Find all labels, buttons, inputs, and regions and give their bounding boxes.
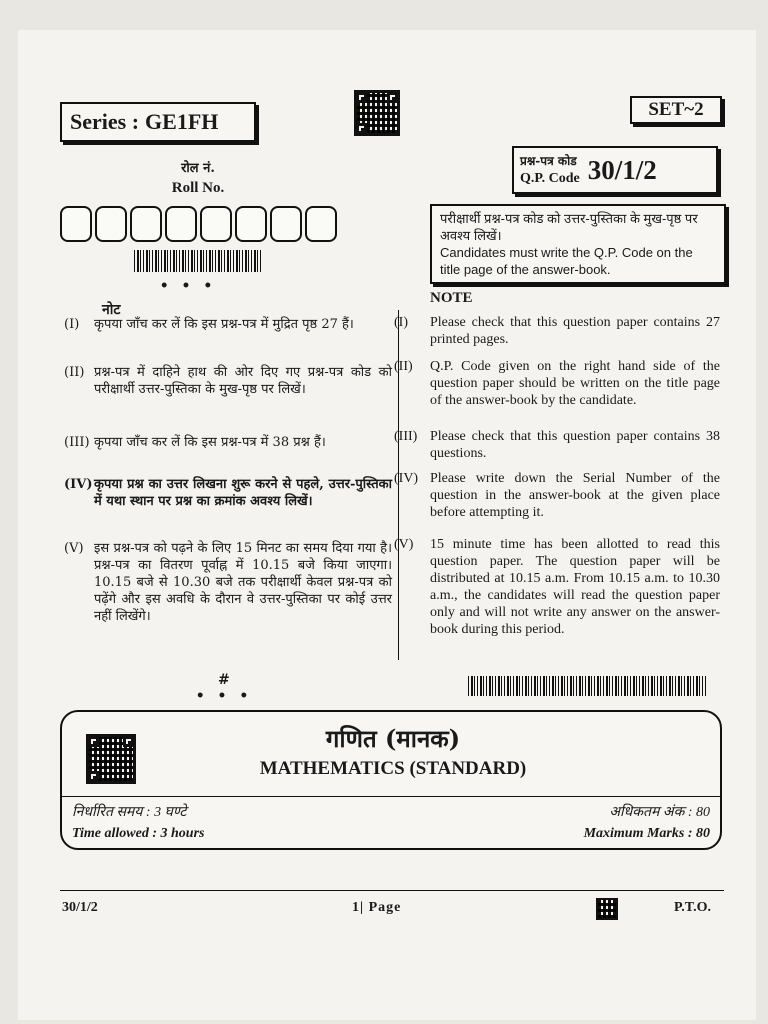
page-number: 1| Page	[352, 900, 402, 915]
series-label: Series :	[70, 109, 140, 134]
roll-label-hindi: रोल नं.	[181, 161, 215, 176]
subject-title-english: MATHEMATICS (STANDARD)	[259, 758, 527, 779]
roll-box[interactable]	[200, 206, 232, 242]
roll-number-boxes	[60, 206, 337, 242]
note-number: (V)	[64, 541, 84, 556]
note-item-english	[394, 358, 720, 409]
note-item-hindi	[64, 434, 392, 451]
instruction-english: Candidates must write the Q.P. Code on the title page of the answer-book.	[440, 245, 693, 277]
note-number: (IV)	[64, 477, 93, 492]
roll-box[interactable]	[235, 206, 267, 242]
footer-divider	[60, 890, 724, 891]
roll-box[interactable]	[130, 206, 162, 242]
max-marks-hindi: अधिकतम अंक : 80	[609, 805, 710, 820]
note-item-english	[394, 428, 720, 462]
note-heading-english: NOTE	[430, 290, 473, 306]
note-number: (II)	[64, 365, 85, 380]
qp-code-label-english: Q.P. Code	[520, 171, 580, 186]
roll-box[interactable]	[305, 206, 337, 242]
pto-label: P.T.O.	[674, 900, 711, 915]
note-text: Please write down the Serial Number of the question in the answer-book at the given place before attempting it.	[430, 471, 720, 520]
qp-instruction-box	[430, 204, 726, 284]
roll-box[interactable]	[165, 206, 197, 242]
note-text: कृपया प्रश्न का उत्तर लिखना शुरू करने से पहले, उत्तर-पुस्तिका में यथा स्थान पर प्रश्न का क्रमांक अवश्य लिखें।	[94, 477, 392, 509]
barcode-icon	[134, 250, 262, 272]
note-item-hindi	[64, 364, 392, 398]
note-text: इस प्रश्न-पत्र को पढ़ने के लिए 15 मिनट का समय दिया गया है। प्रश्न-पत्र का वितरण पूर्वाह्न में 10.15 बजे किया जाएगा। 10.15 बजे से 10.30 बजे तक परीक्षार्थी केवल प्रश्न-पत्र को पढ़ेंगे और इस अवधि के दौरान वे उत्तर-पुस्तिका पर कोई उत्तर नहीं लिखेंगे।	[94, 541, 392, 624]
note-text: प्रश्न-पत्र में दाहिने हाथ की ओर दिए गए प्रश्न-पत्र कोड को परीक्षार्थी उत्तर-पुस्तिका के मुख-पृष्ठ पर लिखें।	[94, 365, 392, 397]
note-text: कृपया जाँच कर लें कि इस प्रश्न-पत्र में मुद्रित पृष्ठ 27 हैं।	[94, 317, 354, 332]
series-code: GE1FH	[145, 109, 219, 134]
max-marks-english: Maximum Marks : 80	[583, 826, 710, 841]
note-item-english	[394, 536, 720, 638]
note-number: (I)	[394, 315, 408, 330]
qp-code-label-hindi: प्रश्न-पत्र कोड	[520, 154, 577, 168]
roll-box[interactable]	[60, 206, 92, 242]
subject-title-hindi: गणित (मानक)	[325, 724, 461, 753]
qp-code-value: 30/1/2	[587, 154, 657, 185]
qp-code-box	[512, 146, 718, 194]
time-allowed-english: Time allowed : 3 hours	[72, 826, 205, 841]
note-number: (V)	[394, 537, 414, 552]
note-number: (III)	[64, 435, 90, 450]
hash-mark: #	[218, 672, 230, 688]
note-item-english	[394, 314, 720, 348]
dots-separator: • • •	[159, 278, 217, 294]
note-number: (I)	[64, 317, 80, 332]
note-text: कृपया जाँच कर लें कि इस प्रश्न-पत्र में 38 प्रश्न हैं।	[94, 435, 326, 450]
note-item-hindi	[64, 316, 392, 333]
time-allowed-hindi: निर्धारित समय : 3 घण्टे	[72, 805, 187, 820]
subject-divider	[62, 796, 720, 797]
note-number: (IV)	[394, 471, 419, 486]
qr-code-icon	[354, 90, 400, 136]
set-badge: SET~2	[630, 96, 722, 124]
barcode-icon	[468, 676, 706, 696]
footer-code: 30/1/2	[62, 900, 98, 915]
note-item-hindi	[64, 476, 392, 510]
note-heading-hindi: नोट	[102, 302, 121, 318]
roll-box[interactable]	[95, 206, 127, 242]
dots-separator: • • •	[195, 688, 253, 704]
note-text: Please check that this question paper contains 38 questions.	[430, 429, 720, 461]
note-number: (II)	[394, 359, 413, 374]
subject-box	[60, 710, 722, 850]
roll-label-english: Roll No.	[171, 180, 225, 196]
instruction-hindi: परीक्षार्थी प्रश्न-पत्र कोड को उत्तर-पुस्तिका के मुख-पृष्ठ पर अवश्य लिखें।	[440, 211, 698, 243]
roll-box[interactable]	[270, 206, 302, 242]
series-box	[60, 102, 256, 142]
note-item-english	[394, 470, 720, 521]
exam-sheet	[18, 30, 756, 1020]
note-text: Q.P. Code given on the right hand side of the question paper should be written on the title page of the answer-book by the candidate.	[430, 359, 720, 408]
note-text: 15 minute time has been allotted to read this question paper. The question paper will be distributed at 10.15 a.m. From 10.15 a.m. to 10.30 a.m., the candidates will read the question paper only and will not write any answer on the answer-book during this period.	[430, 537, 720, 637]
note-item-hindi	[64, 540, 392, 625]
note-number: (III)	[394, 429, 418, 444]
note-text: Please check that this question paper contains 27 printed pages.	[430, 315, 720, 347]
qr-code-icon	[596, 898, 618, 920]
